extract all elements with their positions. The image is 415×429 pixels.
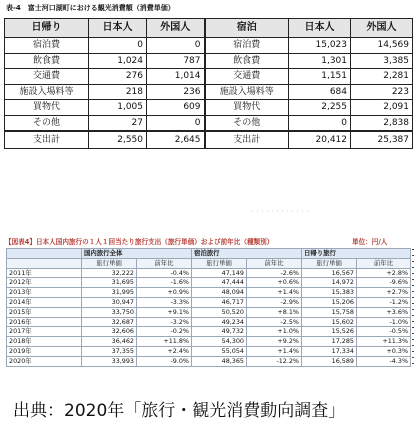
value-cell: -9.0% — [137, 356, 192, 366]
value-cell: +1.4% — [247, 346, 302, 356]
value-cell: 14,972 — [302, 278, 357, 288]
table1-header-row — [5, 19, 413, 38]
table2-group-row — [7, 249, 411, 259]
table1-row — [5, 53, 413, 69]
value-cell: 31,695 — [82, 278, 137, 288]
value-cell: +0.6% — [247, 278, 302, 288]
row-label: その他 — [205, 115, 289, 131]
table2-row — [7, 307, 411, 317]
value-cell: 32,687 — [82, 317, 137, 327]
value-cell: 48,365 — [192, 356, 247, 366]
value-cell: -9.6% — [357, 278, 411, 288]
travel-spend-table — [6, 248, 411, 367]
year-label: 2016年 — [7, 317, 82, 327]
table2-row — [7, 297, 411, 307]
value-cell: +8.1% — [247, 307, 302, 317]
value-cell: 47,149 — [192, 268, 247, 278]
value-cell: 0 — [289, 115, 351, 131]
value-cell: +0.9% — [137, 288, 192, 298]
value-cell: 1,151 — [289, 69, 351, 85]
value-cell: 15,602 — [302, 317, 357, 327]
year-label: 2013年 — [7, 288, 82, 298]
group-daytrip: 日帰り旅行 — [302, 249, 411, 259]
table2-unit: 単位：円/人 — [352, 238, 388, 246]
value-cell: 0 — [147, 115, 205, 131]
year-label: 2012年 — [7, 278, 82, 288]
header-foreign: 外国人 — [351, 19, 413, 38]
row-label: 宿泊費 — [205, 38, 289, 54]
table2-title: 【図表4】日本人国内旅行の１人１回当たり旅行支出（旅行単価）および前年比（種類別） — [5, 238, 274, 246]
row-label: 施設入場料等 — [5, 84, 89, 100]
value-cell: 31,995 — [82, 288, 137, 298]
table1-row — [5, 69, 413, 85]
value-cell: 2,838 — [351, 115, 413, 131]
row-label: 買物代 — [5, 100, 89, 116]
year-label: 2020年 — [7, 356, 82, 366]
value-cell: 49,234 — [192, 317, 247, 327]
value-cell: -3.2% — [137, 317, 192, 327]
value-cell: 1,024 — [89, 53, 147, 69]
table1-row — [5, 115, 413, 131]
value-cell: 55,054 — [192, 346, 247, 356]
row-label: 交通費 — [5, 69, 89, 85]
value-cell: 3,385 — [351, 53, 413, 69]
value-cell: 33,750 — [82, 307, 137, 317]
header-overnight: 宿泊 — [205, 19, 289, 38]
value-cell: 236 — [147, 84, 205, 100]
cropped-edge-marks — [410, 244, 415, 369]
value-cell: 32,222 — [82, 268, 137, 278]
value-cell: 2,550 — [89, 131, 147, 149]
table1-row — [5, 131, 413, 149]
value-cell: 46,717 — [192, 297, 247, 307]
value-cell: +1.0% — [247, 327, 302, 337]
value-cell: 0 — [147, 38, 205, 54]
row-label: 飲食費 — [5, 53, 89, 69]
year-label: 2014年 — [7, 297, 82, 307]
value-cell: 48,094 — [192, 288, 247, 298]
value-cell: 15,383 — [302, 288, 357, 298]
value-cell: -2.9% — [247, 297, 302, 307]
value-cell: +1.4% — [247, 288, 302, 298]
value-cell: 787 — [147, 53, 205, 69]
value-cell: 276 — [89, 69, 147, 85]
value-cell: 684 — [289, 84, 351, 100]
sub-yoy: 前年比 — [247, 258, 302, 268]
value-cell: +2.8% — [357, 268, 411, 278]
value-cell: 32,606 — [82, 327, 137, 337]
year-label: 2018年 — [7, 337, 82, 347]
faint-caption: ・・・・・・・・・・・・ — [250, 209, 311, 215]
row-label: 施設入場料等 — [205, 84, 289, 100]
value-cell: -2.5% — [247, 317, 302, 327]
row-label: 飲食費 — [205, 53, 289, 69]
sub-unit-price: 旅行単価 — [192, 258, 247, 268]
value-cell: 37,355 — [82, 346, 137, 356]
consumption-unit-table — [4, 18, 413, 149]
sub-yoy: 前年比 — [137, 258, 192, 268]
row-label: 交通費 — [205, 69, 289, 85]
group-overnight: 宿泊旅行 — [192, 249, 302, 259]
value-cell: 49,732 — [192, 327, 247, 337]
value-cell: +0.3% — [357, 346, 411, 356]
table2-row — [7, 346, 411, 356]
row-label: 買物代 — [205, 100, 289, 116]
value-cell: +9.2% — [247, 337, 302, 347]
value-cell: +11.8% — [137, 337, 192, 347]
value-cell: +2.4% — [137, 346, 192, 356]
row-label: 支出計 — [205, 131, 289, 149]
value-cell: +11.3% — [357, 337, 411, 347]
header-japanese: 日本人 — [289, 19, 351, 38]
value-cell: 15,526 — [302, 327, 357, 337]
table2-row — [7, 317, 411, 327]
table2-corner — [7, 258, 82, 268]
value-cell: 27 — [89, 115, 147, 131]
value-cell: -2.6% — [247, 268, 302, 278]
value-cell: 14,569 — [351, 38, 413, 54]
value-cell: 33,993 — [82, 356, 137, 366]
value-cell: 20,412 — [289, 131, 351, 149]
value-cell: -0.4% — [137, 268, 192, 278]
value-cell: 25,387 — [351, 131, 413, 149]
row-label: 支出計 — [5, 131, 89, 149]
table2-row — [7, 278, 411, 288]
value-cell: -3.3% — [137, 297, 192, 307]
value-cell: +2.7% — [357, 288, 411, 298]
value-cell: 2,645 — [147, 131, 205, 149]
value-cell: 15,758 — [302, 307, 357, 317]
value-cell: 16,589 — [302, 356, 357, 366]
header-daytrip: 日帰り — [5, 19, 89, 38]
header-foreign: 外国人 — [147, 19, 205, 38]
value-cell: 2,281 — [351, 69, 413, 85]
table1-row — [5, 100, 413, 116]
value-cell: -1.2% — [357, 297, 411, 307]
value-cell: 223 — [351, 84, 413, 100]
year-label: 2019年 — [7, 346, 82, 356]
value-cell: -1.6% — [137, 278, 192, 288]
table1-row — [5, 38, 413, 54]
value-cell: 2,091 — [351, 100, 413, 116]
value-cell: 16,567 — [302, 268, 357, 278]
value-cell: -1.0% — [357, 317, 411, 327]
value-cell: 15,206 — [302, 297, 357, 307]
sub-unit-price: 旅行単価 — [302, 258, 357, 268]
value-cell: +9.1% — [137, 307, 192, 317]
value-cell: -12.2% — [247, 356, 302, 366]
value-cell: 47,444 — [192, 278, 247, 288]
value-cell: 36,462 — [82, 337, 137, 347]
value-cell: 1,014 — [147, 69, 205, 85]
value-cell: 1,301 — [289, 53, 351, 69]
table1-row — [5, 84, 413, 100]
sub-yoy: 前年比 — [357, 258, 411, 268]
value-cell: 15,023 — [289, 38, 351, 54]
value-cell: 0 — [89, 38, 147, 54]
table2-row — [7, 337, 411, 347]
year-label: 2011年 — [7, 268, 82, 278]
table2-row — [7, 288, 411, 298]
value-cell: -0.2% — [137, 327, 192, 337]
table1-title: 表-4 富士河口湖町における観光消費額（消費単価） — [6, 4, 175, 12]
table2-row — [7, 327, 411, 337]
value-cell: 609 — [147, 100, 205, 116]
sub-unit-price: 旅行単価 — [82, 258, 137, 268]
value-cell: 2,255 — [289, 100, 351, 116]
value-cell: 50,520 — [192, 307, 247, 317]
table2-row — [7, 356, 411, 366]
table2-corner — [7, 249, 82, 259]
year-label: 2017年 — [7, 327, 82, 337]
value-cell: 17,334 — [302, 346, 357, 356]
table2-subheader-row — [7, 258, 411, 268]
value-cell: 1,005 — [89, 100, 147, 116]
group-domestic-all: 国内旅行全体 — [82, 249, 192, 259]
row-label: その他 — [5, 115, 89, 131]
source-caption: 出典：2020年「旅行・観光消費動向調査」 — [13, 401, 346, 421]
value-cell: +3.6% — [357, 307, 411, 317]
value-cell: 218 — [89, 84, 147, 100]
value-cell: 17,285 — [302, 337, 357, 347]
value-cell: 54,300 — [192, 337, 247, 347]
header-japanese: 日本人 — [89, 19, 147, 38]
table2-row — [7, 268, 411, 278]
value-cell: 30,947 — [82, 297, 137, 307]
row-label: 宿泊費 — [5, 38, 89, 54]
year-label: 2015年 — [7, 307, 82, 317]
value-cell: -4.3% — [357, 356, 411, 366]
value-cell: -0.5% — [357, 327, 411, 337]
